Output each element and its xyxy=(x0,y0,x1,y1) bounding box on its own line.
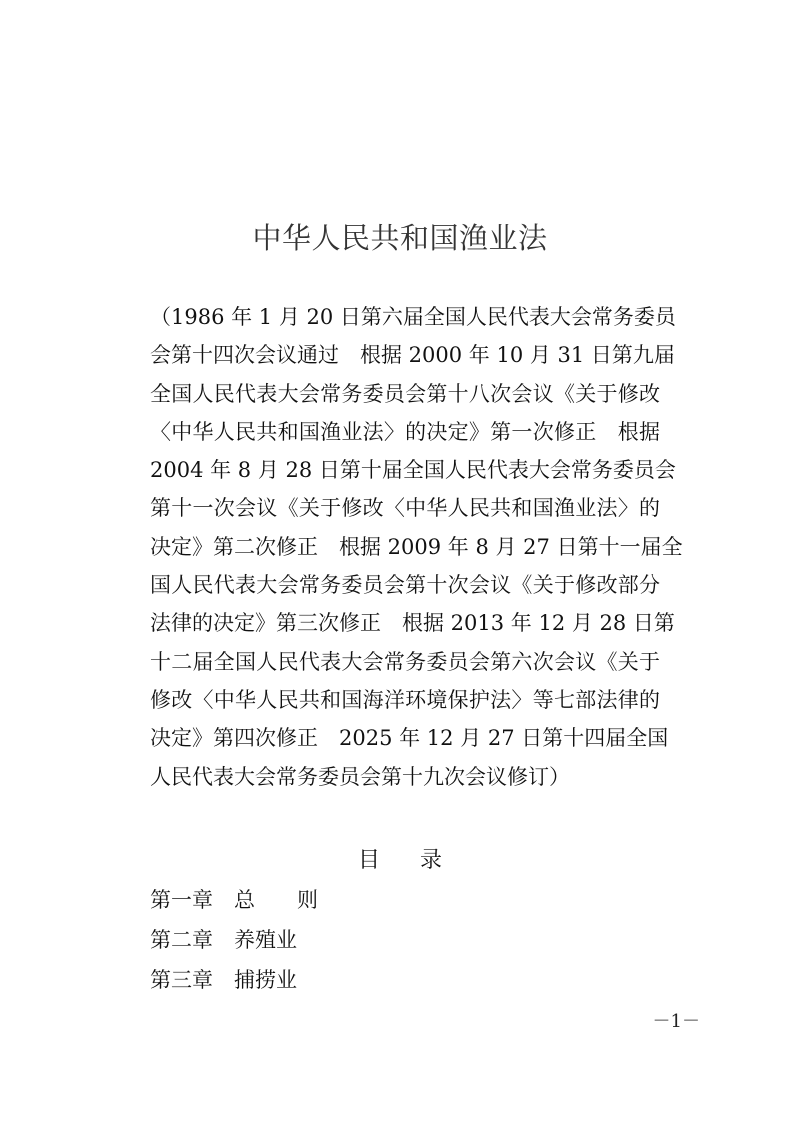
preamble-line: 决定》第四次修正 2025 年 12 月 27 日第十四届全国 xyxy=(150,726,669,751)
preamble-line: 修改〈中华人民共和国海洋环境保护法〉等七部法律的 xyxy=(150,687,660,712)
preamble-line: （1986 年 1 月 20 日第六届全国人民代表大会常务委员 xyxy=(150,305,676,329)
table-of-contents xyxy=(150,880,660,1000)
table-of-contents-heading: 目录 xyxy=(357,848,482,873)
preamble-line: 会第十四次会议通过 根据 2000 年 10 月 31 日第九届 xyxy=(150,343,675,368)
legislative-history-preamble xyxy=(150,298,683,796)
preamble-line: 2004 年 8 月 28 日第十届全国人民代表大会常务委员会 xyxy=(150,458,676,483)
preamble-line: 第十一次会议《关于修改〈中华人民共和国渔业法〉的 xyxy=(150,496,660,521)
preamble-line: 〈中华人民共和国渔业法〉的决定》第一次修正 根据 xyxy=(150,419,660,444)
page-number: －1－ xyxy=(652,1011,700,1032)
preamble-line: 十二届全国人民代表大会常务委员会第六次会议《关于 xyxy=(150,649,660,674)
preamble-line: 决定》第二次修正 根据 2009 年 8 月 27 日第十一届全 xyxy=(150,534,683,559)
toc-entry-chapter-3[interactable]: 第三章 捕捞业 xyxy=(150,968,297,992)
preamble-line: 国人民代表大会常务委员会第十次会议《关于修改部分 xyxy=(150,573,660,598)
document-title: 中华人民共和国渔业法 xyxy=(252,221,548,255)
toc-entry-chapter-2[interactable]: 第二章 养殖业 xyxy=(150,928,297,952)
preamble-line: 法律的决定》第三次修正 根据 2013 年 12 月 28 日第 xyxy=(150,611,675,636)
preamble-line: 人民代表大会常务委员会第十九次会议修订） xyxy=(150,764,570,789)
preamble-line: 全国人民代表大会常务委员会第十八次会议《关于修改 xyxy=(150,381,660,406)
toc-entry-chapter-1[interactable]: 第一章 总 则 xyxy=(150,888,318,912)
